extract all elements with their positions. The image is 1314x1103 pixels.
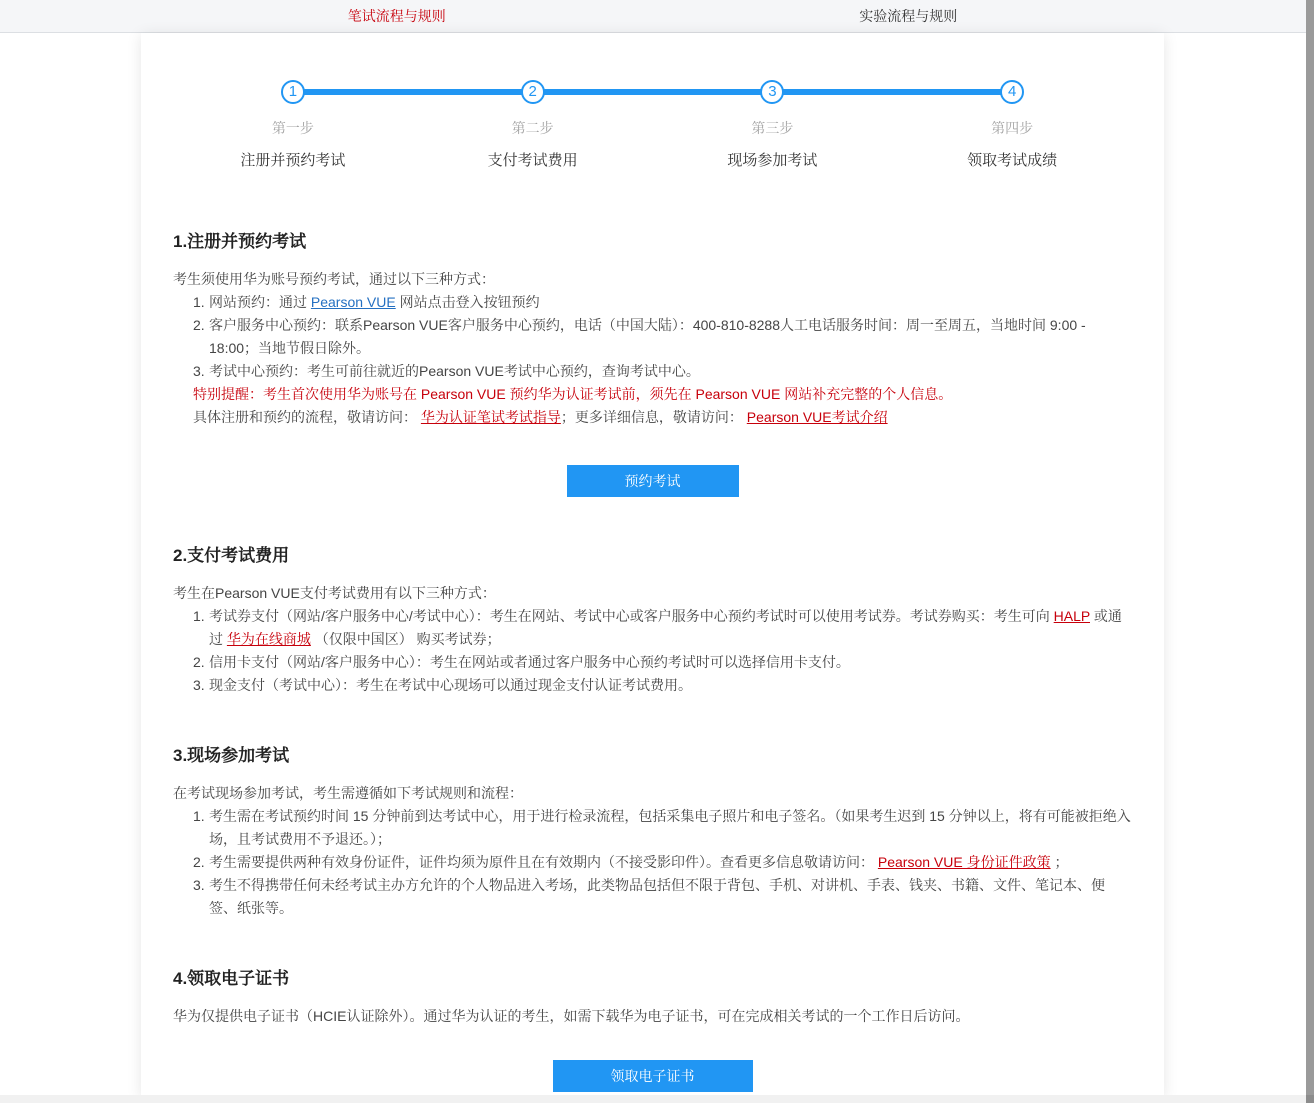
list-item-text: 客户服务中心预约：联系Pearson VUE客户服务中心预约，电话（中国大陆）：400-810-8288人工电话服务时间：周一至周五，当地时间 9:00 - 18:00；当地节假日除外。: [209, 317, 1086, 356]
scrollbar-corner: [1306, 1095, 1314, 1103]
section-1-heading: 1.注册并预约考试: [173, 232, 307, 251]
list-item-text: 考试中心预约：考生可前往就近的Pearson VUE考试中心预约，查询考试中心。: [209, 363, 700, 379]
section-2-intro: 考生在Pearson VUE支付考试费用有以下三种方式：: [173, 585, 496, 601]
vertical-scrollbar[interactable]: [1306, 0, 1314, 1095]
section-3-intro: 在考试现场参加考试，考生需遵循如下考试规则和流程：: [173, 785, 523, 801]
step-2-circle: 2: [521, 80, 545, 104]
content-card: [141, 33, 1164, 1097]
list-item-text: 考试券支付（网站/客户服务中心/考试中心）：考生在网站、考试中心或客户服务中心预约考试时可以使用考试券。考试券购买：考生可向 HALP 或通过 华为在线商城 （仅限中国区） 购买考试券；: [209, 608, 1122, 647]
step-1-circle: 1: [281, 80, 305, 104]
list-item: [193, 291, 1132, 314]
special-reminder-text: 特别提醒：考生首次使用华为账号在 Pearson VUE 预约华为认证考试前，须先在 Pearson VUE 网站补充完整的个人信息。: [193, 386, 953, 402]
huawei-online-store-link[interactable]: 华为在线商城: [226, 631, 311, 647]
written-exam-guide-link[interactable]: 华为认证笔试考试指导: [420, 409, 561, 425]
registration-guide-line: 具体注册和预约的流程，敬请访问： 华为认证笔试考试指导；更多详细信息，敬请访问： Pearson VUE考试介绍: [193, 409, 888, 425]
section-3-list: [173, 805, 1132, 920]
section-1-intro: 考生须使用华为账号预约考试，通过以下三种方式：: [173, 271, 495, 287]
section-1-list: [173, 291, 1132, 429]
exam-process-stepper: [173, 80, 1132, 170]
list-item-text: 现金支付（考试中心）：考生在考试中心现场可以通过现金支付认证考试费用。: [209, 677, 692, 693]
list-item-number: 1.: [193, 294, 205, 310]
get-certificate-button[interactable]: 领取电子证书: [553, 1060, 753, 1092]
list-item-number: 3.: [193, 363, 205, 379]
step-4-circle: 4: [1000, 80, 1024, 104]
list-item: [193, 805, 1132, 851]
id-policy-link[interactable]: Pearson VUE 身份证件政策: [877, 854, 1051, 870]
step-3-label: 第三步: [751, 120, 794, 136]
list-item: [193, 360, 1132, 383]
tab-written-exam-rules[interactable]: 笔试流程与规则: [347, 8, 446, 24]
list-item-number: 3.: [193, 677, 205, 693]
tab-lab-exam-rules[interactable]: 实验流程与规则: [859, 8, 958, 24]
list-item-text: 网站预约：通过 Pearson VUE 网站点击登入按钮预约: [209, 294, 540, 310]
horizontal-scrollbar[interactable]: [0, 1095, 1314, 1103]
step-3-name: 现场参加考试: [727, 152, 818, 169]
pearson-vue-exam-intro-link[interactable]: Pearson VUE考试介绍: [746, 409, 888, 425]
step-4-label: 第四步: [991, 120, 1034, 136]
step-2-label: 第二步: [511, 120, 554, 136]
list-item-text: 考生不得携带任何未经考试主办方允许的个人物品进入考场，此类物品包括但不限于背包、手机、对讲机、手表、钱夹、书籍、文件、笔记本、便签、纸张等。: [209, 877, 1105, 916]
list-item: [193, 605, 1132, 651]
step-4: [892, 80, 1132, 170]
section-2-list: [173, 605, 1132, 697]
step-1-name: 注册并预约考试: [240, 152, 346, 169]
step-2: [413, 80, 653, 170]
step-1-label: 第一步: [271, 120, 314, 136]
step-4-name: 领取考试成绩: [967, 152, 1058, 169]
book-exam-button[interactable]: 预约考试: [567, 465, 739, 497]
halp-link[interactable]: HALP: [1053, 608, 1090, 624]
list-item-number: 2.: [193, 654, 205, 670]
step-2-name: 支付考试费用: [487, 152, 578, 169]
section-4-intro: 华为仅提供电子证书（HCIE认证除外）。通过华为认证的考生，如需下载华为电子证书，可在完成相关考试的一个工作日后访问。: [173, 1008, 970, 1024]
section-2-heading: 2.支付考试费用: [173, 546, 290, 565]
tab-group: [141, 0, 1164, 32]
list-item: [193, 651, 1132, 674]
list-item-number: 1.: [193, 608, 205, 624]
section-4-heading: 4.领取电子证书: [173, 969, 290, 988]
list-item: [193, 874, 1132, 920]
list-item: [193, 851, 1132, 874]
list-item-text: 考生需在考试预约时间 15 分钟前到达考试中心，用于进行检录流程，包括采集电子照片和电子签名。（如果考生迟到 15 分钟以上，将有可能被拒绝入场，且考试费用不予退还。）；: [209, 808, 1131, 847]
step-3-circle: 3: [760, 80, 784, 104]
list-item-number: 2.: [193, 317, 205, 333]
list-item-number: 2.: [193, 854, 205, 870]
list-item: [193, 314, 1132, 360]
step-1: [173, 80, 413, 170]
list-item-text: 信用卡支付（网站/客户服务中心）：考生在网站或者通过客户服务中心预约考试时可以选择信用卡支付。: [209, 654, 850, 670]
list-item: [193, 674, 1132, 697]
pearson-vue-link[interactable]: Pearson VUE: [310, 294, 396, 310]
list-item-number: 1.: [193, 808, 205, 824]
top-tab-bar: [0, 0, 1314, 33]
step-3: [653, 80, 893, 170]
list-item-number: 3.: [193, 877, 205, 893]
list-item-text: 考生需要提供两种有效身份证件，证件均须为原件且在有效期内（不接受影印件）。查看更多信息敬请访问： Pearson VUE 身份证件政策 ；: [209, 854, 1069, 870]
section-3-heading: 3.现场参加考试: [173, 746, 290, 765]
